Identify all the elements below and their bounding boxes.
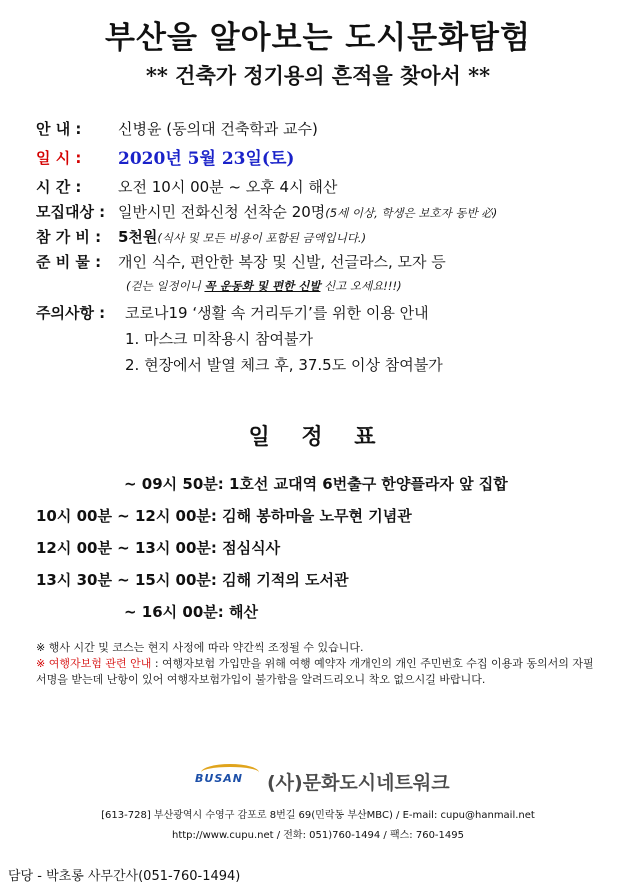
logo-org-name: (사)문화도시네트워크 bbox=[267, 772, 450, 794]
date-value: 2020년 5월 23일(토) bbox=[118, 149, 295, 169]
page-subtitle: ** 건축가 정기용의 흔적을 찾아서 ** bbox=[145, 63, 491, 88]
note-schedule-change: ※ 행사 시간 및 코스는 현지 사정에 따라 약간씩 조정될 수 있습니다. bbox=[36, 641, 364, 654]
prepare-value: 개인 식수, 편안한 복장 및 신발, 선글라스, 모자 등 bbox=[118, 253, 446, 271]
schedule-row-1: ~ 09시 50분: 1호선 교대역 6번출구 한양플라자 앞 집합 bbox=[124, 475, 508, 493]
caution-item-1: 1. 마스크 미착용시 참여불가 bbox=[125, 330, 314, 348]
fee-row bbox=[118, 226, 366, 247]
time-label: 시 간 : bbox=[36, 178, 82, 196]
fee-label: 참 가 비 : bbox=[36, 228, 102, 246]
guide-label: 안 내 : bbox=[36, 120, 82, 138]
fee-value: 5천원 bbox=[118, 228, 158, 246]
date-label: 일 시 : bbox=[36, 149, 82, 167]
schedule-row-2: 10시 00분 ~ 12시 00분: 김해 봉하마을 노무현 기념관 bbox=[36, 507, 412, 525]
note-insurance-title: 여행자보험 관련 안내 bbox=[48, 657, 152, 670]
prepare-note-pre: (걷는 일정이니 bbox=[126, 279, 205, 293]
page-title: 부산을 알아보는 도시문화탐험 bbox=[105, 20, 531, 56]
footer-web: http://www.cupu.net / 전화: 051)760-1494 / 팩스: 760-1495 bbox=[171, 830, 464, 841]
guide-value: 신병윤 (동의대 건축학과 교수) bbox=[118, 120, 318, 138]
prepare-note-emphasis: 꼭 운동화 및 편한 신발 bbox=[204, 279, 321, 293]
schedule-title: 일 정 표 bbox=[248, 424, 388, 450]
schedule-row-5: ~ 16시 00분: 해산 bbox=[124, 603, 258, 621]
prepare-label: 준 비 물 : bbox=[36, 253, 102, 271]
note-insurance-mark: ※ bbox=[36, 657, 49, 670]
target-value: 일반시민 전화신청 선착순 20명 bbox=[118, 203, 326, 221]
prepare-note-post: 신고 오세요!!!) bbox=[320, 279, 402, 293]
target-label: 모집대상 : bbox=[36, 203, 106, 221]
caution-item-2: 2. 현장에서 발열 체크 후, 37.5도 이상 참여불가 bbox=[125, 356, 443, 374]
caution-value: 코로나19 ‘생활 속 거리두기’를 위한 이용 안내 bbox=[125, 304, 429, 322]
footer-address: [613-728] 부산광역시 수영구 감포로 8번길 69(민락동 부산MBC) / E-mail: cupu@hanmail.net bbox=[101, 810, 535, 821]
schedule-row-3: 12시 00분 ~ 13시 00분: 점심식사 bbox=[36, 539, 281, 557]
time-value: 오전 10시 00분 ~ 오후 4시 해산 bbox=[118, 178, 338, 196]
note-insurance-text: : 여행자보험 가입만을 위해 여행 예약자 개개인의 개인 주민번호 수집 이용과 동의서의 자필 서명을 받는데 난항이 있어 여행자보험가입이 불가함을 알려드리오니 착오 없으시길 바랍니다. bbox=[36, 657, 594, 686]
prepare-note bbox=[126, 278, 402, 294]
contact-person: 담당 - 박초롱 사무간사(051-760-1494) bbox=[8, 869, 241, 884]
fee-note: (식사 및 모든 비용이 포함된 금액입니다.) bbox=[157, 231, 367, 245]
target-note: (5세 이상, 학생은 보호자 동반 必) bbox=[325, 206, 498, 220]
note-insurance bbox=[36, 656, 606, 688]
schedule-row-4: 13시 30분 ~ 15시 00분: 김해 기적의 도서관 bbox=[36, 571, 349, 589]
logo-busan-text: BUSAN bbox=[195, 772, 243, 785]
target-row bbox=[118, 201, 497, 222]
caution-label: 주의사항 : bbox=[36, 304, 106, 322]
